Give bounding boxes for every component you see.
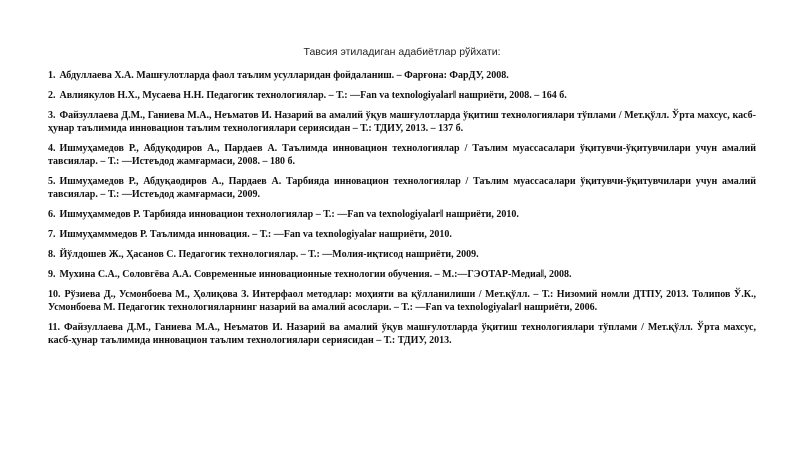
reference-item-11 <box>48 321 756 347</box>
reference-item-8 <box>48 248 756 261</box>
reference-number: 10. <box>48 289 61 300</box>
reference-item-4 <box>48 142 756 168</box>
reference-text: Ишмуҳамедов Р., Абдуқаодиров А., Пардаев А. Тарбияда инновацион технологиялар / Таълим муассасалари ўқитувчи-ўқитувчилари учун амалий тавсиялар. – Т.: ―Истеъдод жамғармаси, 2009. <box>48 176 756 200</box>
reference-item-10 <box>48 288 756 314</box>
reference-item-3 <box>48 109 756 135</box>
reference-text: Файзуллаева Д.М., Ганиева М.А., Неъматов И. Назарий ва амалий ўқув машғулотларда ўқитиш технологиялари тўплами / Мет.қўлл. Ўрта махсус, касб-ҳунар таълимида инновацион таълим технологиялари сериясидан – Т.: ТДИУ, 2013. – 137 б. <box>48 110 756 134</box>
reference-text: Ишмуҳаммедов Р. Тарбияда инновацион технологиялар – Т.: ―Fan va texnologiyalar‖ нашриёти, 2010. <box>59 209 519 220</box>
reference-item-1 <box>48 69 756 82</box>
reference-item-7 <box>48 228 756 241</box>
reference-number: 1. <box>48 70 56 81</box>
reference-number: 11. <box>48 322 60 333</box>
reference-list <box>48 69 756 347</box>
reference-text: Файзуллаева Д.М., Ганиева М.А., Неъматов И. Назарий ва амалий ўқув машғулотларда ўқитиш технологиялари тўплами / Мет.қўлл. Ўрта махсус, касб-ҳунар таълимида инновацион таълим технологиялари сериясидан – Т.: ТДИУ, 2013. <box>48 322 756 346</box>
reference-text: Йўлдошев Ж., Ҳасанов С. Педагогик технологиялар. – Т.: ―Молия-иқтисод нашриёти, 2009. <box>59 249 479 260</box>
reference-text: Авлиякулов Н.Х., Мусаева Н.Н. Педагогик технологиялар. – Т.: ―Fan va texnologiyalar‖ нашриёти, 2008. – 164 б. <box>59 90 567 101</box>
reference-number: 6. <box>48 209 56 220</box>
reference-number: 8. <box>48 249 56 260</box>
reference-number: 2. <box>48 90 56 101</box>
reference-number: 3. <box>48 110 56 121</box>
reference-number: 9. <box>48 269 56 280</box>
reference-item-5 <box>48 175 756 201</box>
reference-number: 5. <box>48 176 56 187</box>
reference-text: Мухина С.А., Соловгёва А.А. Современные инновационные технологии обучения. – М.:―ГЭОТАР-Медиа‖, 2008. <box>59 269 572 280</box>
reference-text: Ишмуҳамммедов Р. Таълимда инновация. – Т.: ―Fan va texnologiyalar нашриёти, 2010. <box>59 229 452 240</box>
page-title: Тавсия этиладиган адабиётлар рўйхати: <box>303 46 501 58</box>
reference-number: 7. <box>48 229 56 240</box>
reference-item-9 <box>48 268 756 281</box>
reference-item-2 <box>48 89 756 102</box>
reference-number: 4. <box>48 143 56 154</box>
reference-item-6 <box>48 208 756 221</box>
reference-text: Ишмуҳамедов Р., Абдуқодиров А., Пардаев А. Таълимда инновацион технологиялар / Таълим муассасалари ўқитувчи-ўқитувчилари учун амалий тавсиялар. – Т.: ―Истеъдод жамғармаси, 2008. – 180 б. <box>48 143 756 167</box>
reference-text: Рўзиева Д., Усмонбоева М., Ҳолиқова З. Интерфаол методлар: моҳияти ва қўлланилиши / Мет.қўлл. – Т.: Низомий номли ДТПУ, 2013. Толипов Ў.К., Усмонбоева М. Педагогик технологияларнинг назарий ва амалий асослари. – Т.: ―Fan va texnologiyalar‖ нашриёти, 2006. <box>48 289 756 313</box>
reference-text: Абдуллаева Х.А. Машғулотларда фаол таълим усулларидан фойдаланиш. – Фарғона: ФарДУ, 2008. <box>59 70 509 81</box>
